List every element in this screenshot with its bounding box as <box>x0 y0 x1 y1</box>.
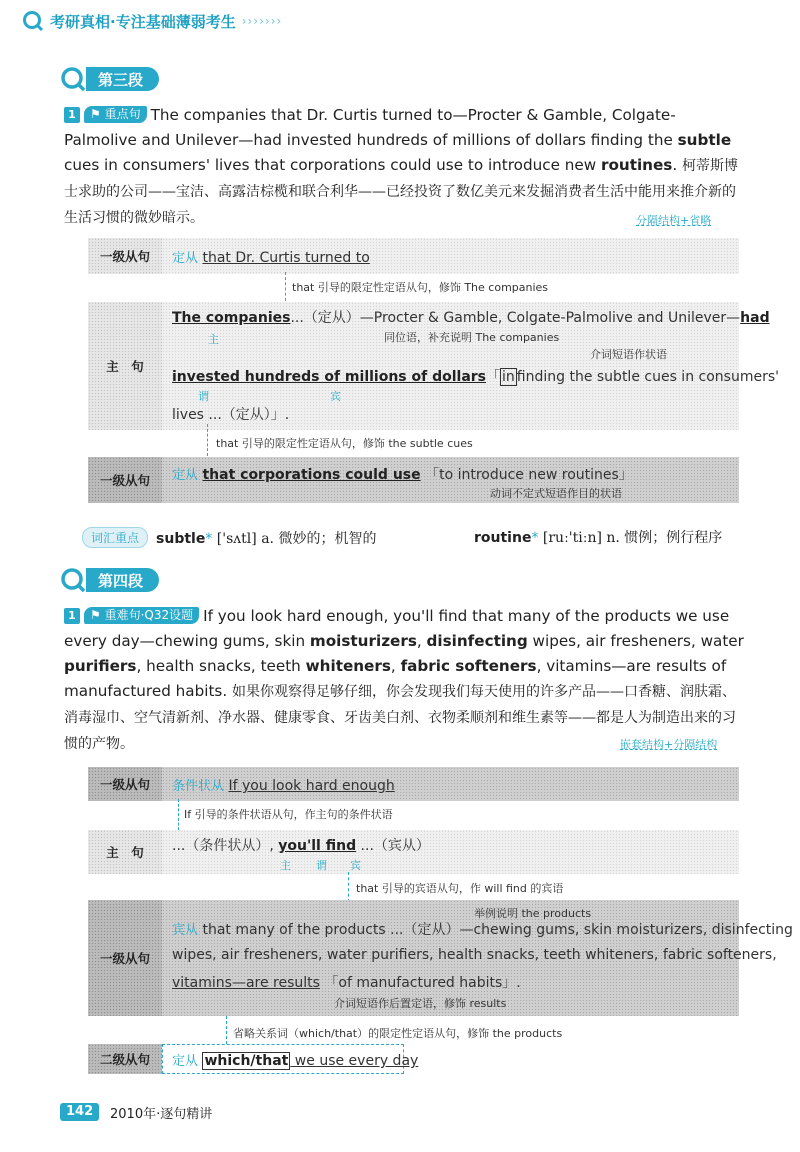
clause-text: that corporations could use <box>202 467 421 483</box>
footer-title: 2010年·逐句精讲 <box>110 1107 213 1122</box>
header-arrows: ››››››› <box>241 14 283 28</box>
vocab-tag: 词汇重点 <box>82 527 148 548</box>
clause-text: that Dr. Curtis turned to <box>202 250 370 266</box>
predicate: had <box>740 310 770 326</box>
clause-line <box>172 972 521 992</box>
star-icon: * <box>205 530 213 547</box>
keyword: routines <box>600 156 673 174</box>
main-line-1 <box>172 307 770 327</box>
clause-line <box>172 247 370 266</box>
keyword: disinfecting <box>426 632 528 650</box>
link-line <box>285 272 286 306</box>
clause-text: If you look hard enough <box>228 778 395 794</box>
clause-note: 动词不定式短语作目的状语 <box>490 487 622 500</box>
keyword: purifiers <box>64 657 137 675</box>
clause-line <box>172 464 633 484</box>
link-line <box>348 872 349 902</box>
role-object: 宾 <box>330 390 341 403</box>
sentence-number: 1 <box>64 107 80 123</box>
role-subject: 主 <box>280 859 291 872</box>
sentence-block <box>64 604 744 757</box>
clause-tag: 定从 <box>172 1054 199 1069</box>
clause-note: that 引导的宾语从句，作 will find 的宾语 <box>356 882 564 895</box>
sentence-text: wipes, air fresheners, water <box>527 632 744 650</box>
vocab-word: subtle <box>156 530 206 547</box>
clause-level-label: 一级从句 <box>88 238 162 274</box>
clause-text: 「of manufactured habits」. <box>324 975 521 991</box>
appositive-note: 同位语，补充说明 The companies <box>384 331 560 344</box>
sentence-text: If you look hard enough, you'll find that many of the products we use every day—chewing gums, skin <box>64 607 730 650</box>
clause-text: 「to introduce new routines」 <box>425 467 633 483</box>
main-clause-label: 主 句 <box>88 302 162 430</box>
clause-level-label: 一级从句 <box>88 457 162 503</box>
clause-line: wipes, air fresheners, water purifiers, health snacks, teeth whiteners, fabric softeners, <box>172 947 777 963</box>
prep-note: 介词短语作状语 <box>590 348 667 361</box>
section-label: 第四段 <box>86 568 159 592</box>
sentence-tag: ⚑ 重难句·Q32设题 <box>84 607 199 624</box>
preposition-box: in <box>502 369 515 385</box>
clause-text: we use every day <box>290 1053 419 1069</box>
section-label: 第三段 <box>86 67 159 91</box>
relative-word-box: which/that <box>204 1053 289 1069</box>
example-note: 举例说明 the products <box>474 907 592 920</box>
clause-tag: 定从 <box>172 251 199 266</box>
clause-text: vitamins—are results <box>172 975 320 991</box>
predicate-object: invested hundreds of millions of dollars <box>172 369 487 385</box>
link-line <box>226 1016 227 1044</box>
sentence-text: , vitamins—are results of manufactured habits. <box>64 657 727 700</box>
clause-level-label: 二级从句 <box>88 1044 162 1074</box>
clause-text: that many of the products ...（定从）—chewing gums, skin moisturizers, disinfecting <box>202 922 793 938</box>
role-object: 宾 <box>350 859 361 872</box>
page-number: 142 <box>60 1103 99 1121</box>
sentence-text: , <box>416 632 427 650</box>
sentence-text: , <box>390 657 401 675</box>
clause-note: that 引导的限定性定语从句，修饰 The companies <box>292 281 549 294</box>
clause-level-label: 一级从句 <box>88 900 162 1016</box>
magnifier-logo-icon <box>22 10 44 32</box>
sentence-text: . <box>672 156 678 174</box>
role-subject: 主 <box>208 333 219 346</box>
role-predicate: 谓 <box>198 390 209 403</box>
sentence-tag-label: 重难句·Q32设题 <box>104 608 194 622</box>
sentence-text: cues in consumers' lives that corporations could use to introduce new <box>64 156 601 174</box>
main-line-2 <box>172 366 779 386</box>
subject: The companies <box>172 310 291 326</box>
role-predicate: 谓 <box>316 859 327 872</box>
sentence-number: 1 <box>64 608 80 624</box>
vocab-item <box>156 528 376 548</box>
structure-tag: 分隔结构+省略 <box>636 214 712 227</box>
vocab-item <box>474 527 722 547</box>
subject-predicate: you'll find <box>278 838 357 854</box>
clause-tag: 宾从 <box>172 923 199 938</box>
sentence-text: , health snacks, teeth <box>136 657 306 675</box>
keyword: fabric softeners <box>400 657 537 675</box>
bracket: 「 <box>486 369 501 385</box>
main-text: ...（条件状从）, <box>172 838 279 854</box>
section-heading-4 <box>60 567 159 593</box>
clause-note: that 引导的限定性定语从句，修饰 the subtle cues <box>216 437 473 450</box>
sentence-text: The companies that Dr. Curtis turned to—Procter & Gamble, Colgate-Palmolive and Unilever—had invested hundreds of millions of dollars finding the <box>64 106 678 149</box>
clause-level-label: 一级从句 <box>88 767 162 801</box>
header-title: 考研真相·专注基础薄弱考生 <box>50 12 236 31</box>
link-line <box>207 424 208 456</box>
main-clause-label: 主 句 <box>88 830 162 874</box>
translation: 如果你观察得足够仔细，你会发现我们每天使用的许多产品——口香糖、润肤霜、消毒湿巾、空气清新剂、净水器、健康零食、牙齿美白剂、衣物柔顺剂和维生素等——都是人为制造出来的习惯的产物。 <box>64 684 736 752</box>
translation: 柯蒂斯博士求助的公司——宝洁、高露洁棕榄和联合利华——已经投资了数亿美元来发掘消费者生活中能用来推介新的生活习惯的微妙暗示。 <box>64 158 738 226</box>
vocab-word: routine <box>474 530 532 546</box>
main-line <box>172 835 430 855</box>
clause-line <box>172 919 793 939</box>
keyword: subtle <box>677 131 732 149</box>
clause-tag: 定从 <box>172 468 199 483</box>
clause-line <box>172 775 395 794</box>
clause-line <box>172 1050 418 1069</box>
star-icon: * <box>531 530 539 546</box>
header <box>22 10 282 32</box>
main-line-3: lives ...（定从）」. <box>172 407 290 423</box>
main-text: ...（定从）—Procter & Gamble, Colgate-Palmolive and Unilever— <box>290 310 741 326</box>
clause-note: 省略关系词（which/that）的限定性定语从句，修饰 the products <box>233 1027 563 1040</box>
vocab-row <box>82 527 376 548</box>
vocab-definition: ['sʌtl] a. 微妙的；机智的 <box>216 530 377 547</box>
main-text: ...（宾从） <box>356 838 430 854</box>
clause-note: 介词短语作后置定语，修饰 results <box>334 997 507 1010</box>
structure-tag: 嵌套结构+分隔结构 <box>620 738 718 751</box>
section-heading-3 <box>60 66 159 92</box>
sentence-tag-label: 重点句 <box>104 107 141 121</box>
keyword: moisturizers <box>309 632 417 650</box>
clause-tag: 条件状从 <box>172 779 225 794</box>
clause-note: If 引导的条件状语从句，作主句的条件状语 <box>184 808 393 821</box>
sentence-tag: ⚑ 重点句 <box>84 106 147 123</box>
keyword: whiteners <box>305 657 391 675</box>
vocab-definition: [ruː'tiːn] n. 惯例；例行程序 <box>542 530 723 546</box>
main-text: finding the subtle cues in consumers' <box>516 369 779 385</box>
